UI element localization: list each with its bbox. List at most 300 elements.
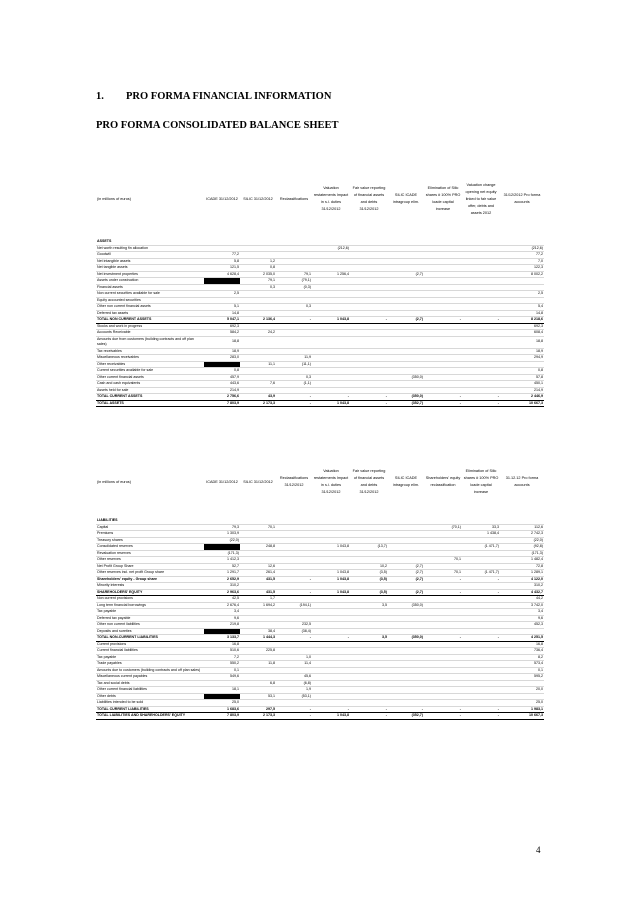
table-cell: (212,6)	[312, 245, 350, 252]
table-cell: (1,1)	[276, 381, 312, 388]
column-header: SILIC 31/12/2012	[243, 196, 273, 201]
table-cell: 1 694,2	[240, 602, 276, 609]
column-header: SILIC ICADE intragroup elim.	[392, 193, 420, 204]
table-cell: 5,1	[204, 304, 240, 311]
table-cell: -	[276, 400, 312, 407]
row-label: Miscellaneous receivables	[96, 355, 204, 362]
table-cell: -	[276, 713, 312, 720]
row-label: Other reserves incl. net profit Group share	[96, 570, 204, 577]
row-label: Assets held for sale	[96, 387, 204, 394]
table-cell: -	[424, 713, 462, 720]
row-label: Revaluation reserves	[96, 550, 204, 557]
table-cell: 9,6	[500, 615, 544, 622]
row-label: Net intangible assets	[96, 258, 204, 265]
row-label: Net worth resulting fin allocation	[96, 245, 204, 252]
table-cell: (2,7)	[388, 589, 424, 596]
row-label: TOTAL ASSETS	[96, 400, 204, 407]
table-cell: -	[350, 713, 388, 720]
table-cell	[388, 336, 424, 348]
column-header: Elimination of Silic shares # 100% PRO loade capital increase	[463, 469, 499, 494]
table-cell: (3,5)	[350, 570, 388, 577]
table-cell: 3,4	[500, 609, 544, 616]
row-label: TOTAL NON CURRENT ASSETS	[96, 317, 204, 324]
table-cell: (171,3)	[204, 550, 240, 557]
table-cell: 11,9	[276, 355, 312, 362]
row-label: Tax payable	[96, 609, 204, 616]
table-cell: 0,1	[204, 667, 240, 674]
table-cell: 595,2	[500, 674, 544, 681]
table-cell: 1,0	[276, 654, 312, 661]
table-row	[96, 713, 544, 720]
table-cell: 2,5	[500, 291, 544, 298]
table-cell: -	[276, 706, 312, 713]
table-cell: (2,7)	[388, 317, 424, 324]
table-cell: 7 803,9	[204, 400, 240, 407]
table-cell: 16,8	[500, 641, 544, 648]
table-cell: (22,0)	[500, 537, 544, 544]
table-cell: 692,3	[204, 323, 240, 330]
row-label: TOTAL LIABILITIES AND SHAREHOLDERS' EQUITY	[96, 713, 204, 720]
table-cell: 1 303,9	[204, 531, 240, 538]
table-cell: 214,9	[204, 387, 240, 394]
row-label: Stocks and work in progress	[96, 323, 204, 330]
table-cell	[424, 336, 462, 348]
table-cell: 1 291,7	[204, 570, 240, 577]
row-label: Treasury shares	[96, 537, 204, 544]
table-cell: -	[462, 589, 500, 596]
table-cell: 10,2	[350, 563, 388, 570]
table-cell: 510,6	[204, 648, 240, 655]
row-label: Deferred tax assets	[96, 310, 204, 317]
row-label: Other current financial liabilities	[96, 687, 204, 694]
column-header: Reclassifications	[279, 196, 309, 201]
column-header: ICADE 31/12/2012	[206, 196, 238, 201]
assets-table-header	[96, 159, 544, 239]
row-label: Tax payable	[96, 654, 204, 661]
table-cell: -	[424, 394, 462, 401]
row-label: Long term financial borrowings	[96, 602, 204, 609]
table-cell: (53,1)	[276, 693, 312, 700]
table-cell: 443,6	[204, 381, 240, 388]
table-cell: 11,4	[276, 661, 312, 668]
table-cell: 0,3	[240, 284, 276, 291]
table-cell: 79,1	[276, 271, 312, 278]
table-cell: 16,8	[204, 641, 240, 648]
table-cell: -	[276, 635, 312, 642]
table-cell: 25,0	[500, 700, 544, 707]
row-label: Amounts due from customers (building contracts and off plan sales)	[96, 336, 204, 348]
table-cell: 2 446,9	[500, 394, 544, 401]
table-cell: 692,3	[500, 323, 544, 330]
row-label: Non current provisions	[96, 596, 204, 603]
table-cell: 232,5	[276, 622, 312, 629]
table-cell: 18,1	[204, 687, 240, 694]
table-cell: 294,9	[500, 355, 544, 362]
row-label: Minority interests	[96, 583, 204, 590]
table-cell: 20,0	[500, 687, 544, 694]
table-cell: 3 742,0	[500, 602, 544, 609]
row-label: Equity accounted securities	[96, 297, 204, 304]
table-cell: -	[424, 589, 462, 596]
table-cell: 7,2	[204, 654, 240, 661]
table-cell: -	[350, 317, 388, 324]
row-label: Net investment properties	[96, 271, 204, 278]
table-cell: 70,1	[424, 557, 462, 564]
table-cell: -	[388, 706, 424, 713]
table-cell: 573,4	[500, 661, 544, 668]
row-label: Liabilities intended to be sold	[96, 700, 204, 707]
table-cell: 5,4	[500, 304, 544, 311]
table-cell: 8 218,6	[500, 317, 544, 324]
column-header: SILIC 31/12/2012	[243, 479, 273, 484]
row-label: Current financial liabilities	[96, 648, 204, 655]
table-cell: 18,8	[500, 336, 544, 348]
table-cell: 9,6	[204, 615, 240, 622]
column-header: Shareholders' equity reclassification	[425, 476, 461, 487]
row-label: Deposits and sureties	[96, 628, 204, 635]
column-header: (in millions of euros)	[97, 479, 131, 484]
table-cell: 450,1	[500, 381, 544, 388]
table-cell: 25,0	[204, 700, 240, 707]
row-label: Consolidated reserves	[96, 544, 204, 551]
table-cell: (352,7)	[388, 713, 424, 720]
table-cell: (1 471,7)	[462, 544, 500, 551]
table-cell: 24,2	[240, 330, 276, 337]
column-header: Reclassifications 31/12/2012	[279, 476, 309, 487]
table-cell: 43,9	[240, 394, 276, 401]
table-cell: 225,8	[240, 648, 276, 655]
table-cell: 0,8	[500, 368, 544, 375]
table-cell: 45,6	[276, 674, 312, 681]
table-cell: 12,6	[240, 563, 276, 570]
table-cell: -	[276, 394, 312, 401]
column-header: Fair value reporting of financial assets and debts 31/12/2012	[352, 469, 386, 494]
table-cell: -	[424, 317, 462, 324]
table-cell: 5,8	[204, 258, 240, 265]
table-cell: 584,2	[204, 330, 240, 337]
table-cell: (2,7)	[388, 570, 424, 577]
table-cell: 3,5	[350, 602, 388, 609]
table-cell: -	[424, 635, 462, 642]
row-label: Other receivables	[96, 361, 204, 368]
row-label: Current securities available for sale	[96, 368, 204, 375]
table-cell: 70,1	[240, 524, 276, 531]
table-cell: 112,6	[500, 524, 544, 531]
table-cell	[350, 336, 388, 348]
table-cell: 18,9	[500, 348, 544, 355]
row-label: Financial assets	[96, 284, 204, 291]
table-cell: 14,8	[500, 310, 544, 317]
table-cell: 1 289,1	[500, 570, 544, 577]
table-cell: -	[462, 576, 500, 583]
table-cell: 261,4	[240, 570, 276, 577]
row-label: Other debts	[96, 693, 204, 700]
table-cell: (2,7)	[388, 271, 424, 278]
table-cell: 2 676,4	[204, 602, 240, 609]
row-label: TOTAL NON-CURRENT LIABILITIES	[96, 635, 204, 642]
table-cell: (350,0)	[388, 635, 424, 642]
table-cell: 3,4	[204, 609, 240, 616]
table-cell: 18,8	[204, 336, 240, 348]
liabilities-table-header	[96, 446, 544, 518]
table-cell	[276, 336, 312, 348]
table-cell	[240, 336, 276, 348]
row-label: Other non current financial assets	[96, 304, 204, 311]
table-cell: (3,5)	[350, 589, 388, 596]
table-cell: -	[312, 635, 350, 642]
column-header: ICADE 31/12/2012	[206, 479, 238, 484]
table-cell: -	[312, 394, 350, 401]
row-label: Tax receivables	[96, 348, 204, 355]
row-label: Other current financial assets	[96, 374, 204, 381]
table-row	[96, 336, 544, 348]
table-cell: 452,3	[500, 622, 544, 629]
table-cell: -	[424, 576, 462, 583]
table-cell: 14,8	[204, 310, 240, 317]
table-cell: 1 043,8	[312, 713, 350, 720]
row-label: Goodwill	[96, 252, 204, 259]
column-header: Valuation change opening net equity linked to fair value offer, debts and assets 2012	[465, 182, 497, 215]
row-label: Net Profit Group Share	[96, 563, 204, 570]
table-cell: 549,6	[204, 674, 240, 681]
table-cell: (2,7)	[388, 563, 424, 570]
page-number: 4	[536, 845, 541, 855]
table-cell: 44,2	[500, 596, 544, 603]
table-cell: 214,9	[500, 387, 544, 394]
table-cell: 2 742,3	[500, 531, 544, 538]
table-cell: -	[312, 706, 350, 713]
row-label: Cash and cash equivalents	[96, 381, 204, 388]
table-cell: 2 756,6	[204, 394, 240, 401]
table-cell: 1 043,8	[312, 576, 350, 583]
table-cell: 53,1	[240, 693, 276, 700]
table-cell: -	[350, 394, 388, 401]
table-cell: 2 652,9	[204, 576, 240, 583]
row-label: Premiums	[96, 531, 204, 538]
table-cell: 0,3	[276, 304, 312, 311]
table-cell: 57,8	[500, 374, 544, 381]
table-cell: (2,7)	[388, 576, 424, 583]
table-cell: 79,1	[240, 278, 276, 285]
table-cell: 736,4	[500, 648, 544, 655]
table-cell: -	[462, 317, 500, 324]
column-header: SILIC ICADE intragroup elim.	[392, 476, 420, 487]
table-cell: 1 482,4	[500, 557, 544, 564]
table-cell: 219,8	[204, 622, 240, 629]
row-label: SHAREHOLDERS' EQUITY	[96, 589, 204, 596]
table-cell: 1,2	[240, 258, 276, 265]
section-number: 1.	[96, 91, 104, 102]
row-label: Other reserves	[96, 557, 204, 564]
table-cell: -	[276, 317, 312, 324]
row-label: ASSETS	[96, 239, 204, 245]
table-cell: (1 471,7)	[462, 570, 500, 577]
row-label: Trade payables	[96, 661, 204, 668]
column-header: Elimination of Silic shares # 100% PRO loade capital increase	[425, 186, 461, 211]
table-cell: 10 667,3	[500, 713, 544, 720]
table-cell: 1 043,8	[312, 544, 350, 551]
table-cell: (22,0)	[204, 537, 240, 544]
table-cell: (350,0)	[388, 602, 424, 609]
table-cell: 70,1	[424, 570, 462, 577]
table-cell: 2 136,4	[240, 317, 276, 324]
table-cell: 1 043,8	[312, 400, 350, 407]
table-cell: (92,8)	[500, 544, 544, 551]
table-cell: 1 983,1	[500, 706, 544, 713]
table-cell: 1 043,8	[312, 589, 350, 596]
table-cell: 79,3	[204, 524, 240, 531]
table-cell: 77,2	[500, 252, 544, 259]
table-cell: 608,4	[500, 330, 544, 337]
table-cell: 38,4	[240, 628, 276, 635]
balance-sheet-title: PRO FORMA CONSOLIDATED BALANCE SHEET	[96, 120, 339, 131]
table-cell: 7,6	[240, 381, 276, 388]
table-cell	[462, 336, 500, 348]
section-title: PRO FORMA FINANCIAL INFORMATION	[126, 91, 332, 102]
table-cell: -	[276, 589, 312, 596]
table-cell: 1,7	[240, 596, 276, 603]
table-cell: (0,3)	[276, 284, 312, 291]
table-cell: (350,0)	[388, 374, 424, 381]
table-cell: -	[424, 400, 462, 407]
table-cell: 8,2	[500, 654, 544, 661]
row-label: Current provisions	[96, 641, 204, 648]
table-cell: 1 256,4	[312, 271, 350, 278]
table-cell: -	[462, 713, 500, 720]
table-cell: 11,8	[240, 661, 276, 668]
table-cell: 283,0	[204, 355, 240, 362]
assets-table-body	[96, 239, 544, 407]
row-label: LIABILITIES	[96, 518, 204, 524]
table-cell: (350,0)	[388, 394, 424, 401]
table-cell: 8 002,2	[500, 271, 544, 278]
row-label: Net tangible assets	[96, 265, 204, 272]
table-cell: 4 628,4	[204, 271, 240, 278]
table-cell: -	[350, 706, 388, 713]
table-cell: 33,3	[462, 524, 500, 531]
row-label: Accounts Receivable	[96, 330, 204, 337]
assets-table	[96, 159, 544, 407]
row-label: Shareholders' equity - Group share	[96, 576, 204, 583]
liabilities-table-body	[96, 518, 544, 719]
table-cell: 550,2	[204, 661, 240, 668]
table-cell: 1 043,8	[312, 317, 350, 324]
column-header: (in millions of euros)	[97, 196, 131, 201]
column-header: 31.12.12 Pro forma accounts	[505, 476, 539, 487]
column-header: Fair value reporting of financial assets and debts 31/12/2012	[352, 186, 386, 211]
table-cell: -	[424, 706, 462, 713]
table-cell: 1 444,3	[240, 635, 276, 642]
row-label: Miscellaneous current payables	[96, 674, 204, 681]
table-row	[96, 400, 544, 407]
table-cell: (79,1)	[276, 278, 312, 285]
row-label: TOTAL CURRENT ASSETS	[96, 394, 204, 401]
table-cell: 6,8	[240, 680, 276, 687]
table-cell: (212,6)	[500, 245, 544, 252]
table-cell: 310,2	[500, 583, 544, 590]
table-cell: 1 412,3	[204, 557, 240, 564]
table-cell: 0,1	[500, 667, 544, 674]
table-cell: (194,1)	[276, 602, 312, 609]
table-cell: 77,2	[204, 252, 240, 259]
table-cell: 7,0	[500, 258, 544, 265]
table-cell: 122,3	[500, 265, 544, 272]
table-cell: 5 047,1	[204, 317, 240, 324]
table-cell: 121,5	[204, 265, 240, 272]
table-cell: (352,7)	[388, 400, 424, 407]
row-label: Amounts due to customers (building contracts and off plan sales)	[96, 667, 204, 674]
table-cell: 2 035,0	[240, 271, 276, 278]
table-cell: (11,1)	[276, 361, 312, 368]
table-cell: 0,8	[204, 368, 240, 375]
table-cell: 248,8	[240, 544, 276, 551]
row-label: Other non current liabilities	[96, 622, 204, 629]
table-cell: 4 122,0	[500, 576, 544, 583]
table-cell: 0,3	[276, 374, 312, 381]
column-header: Valuation restatements Impact in s.i. duties 31/12/2012	[313, 469, 349, 494]
table-cell: (6,8)	[276, 680, 312, 687]
table-cell: 3 133,7	[204, 635, 240, 642]
table-cell: 42,5	[204, 596, 240, 603]
table-cell: 3,5	[350, 635, 388, 642]
table-cell: 0,8	[240, 265, 276, 272]
table-cell: 2 173,3	[240, 713, 276, 720]
table-cell: 18,9	[204, 348, 240, 355]
row-label: Non current securities available for sale	[96, 291, 204, 298]
table-cell: -	[462, 635, 500, 642]
table-cell: -	[462, 394, 500, 401]
table-cell: -	[462, 400, 500, 407]
table-cell: 1 043,8	[312, 570, 350, 577]
row-label: Capital	[96, 524, 204, 531]
table-cell: 11,1	[240, 361, 276, 368]
table-cell	[312, 336, 350, 348]
row-label: Assets under construction	[96, 278, 204, 285]
table-cell: 297,5	[240, 706, 276, 713]
table-cell: (171,3)	[500, 550, 544, 557]
table-cell: 431,5	[240, 576, 276, 583]
table-cell: -	[462, 706, 500, 713]
table-cell: -	[350, 400, 388, 407]
section-heading	[96, 91, 331, 102]
table-cell: 2 173,3	[240, 400, 276, 407]
table-cell: (70,1)	[424, 524, 462, 531]
table-cell: 7 803,9	[204, 713, 240, 720]
table-cell: 1,9	[276, 687, 312, 694]
table-cell: 310,2	[204, 583, 240, 590]
table-cell: (13,7)	[350, 544, 388, 551]
table-cell: 52,7	[204, 563, 240, 570]
table-cell: (38,4)	[276, 628, 312, 635]
table-cell: 72,8	[500, 563, 544, 570]
table-cell: 2 963,6	[204, 589, 240, 596]
liabilities-table	[96, 446, 544, 720]
table-cell: 1 438,4	[462, 531, 500, 538]
table-cell: -	[276, 576, 312, 583]
table-cell: 4 251,5	[500, 635, 544, 642]
table-cell: 4 432,7	[500, 589, 544, 596]
row-label: Deferred tax payable	[96, 615, 204, 622]
table-cell: 1 683,6	[204, 706, 240, 713]
row-label: TOTAL CURRENT LIABILITIES	[96, 706, 204, 713]
table-cell: (3,5)	[350, 576, 388, 583]
table-cell: 2,5	[204, 291, 240, 298]
table-cell: 10 667,3	[500, 400, 544, 407]
column-header: 31/12/2012 Pro forma accounts	[503, 193, 541, 204]
table-cell: 431,5	[240, 589, 276, 596]
column-header: Valuation restatements Impact in s.i. duties 31/12/2012	[313, 186, 349, 211]
row-label: Tax and social debts	[96, 680, 204, 687]
